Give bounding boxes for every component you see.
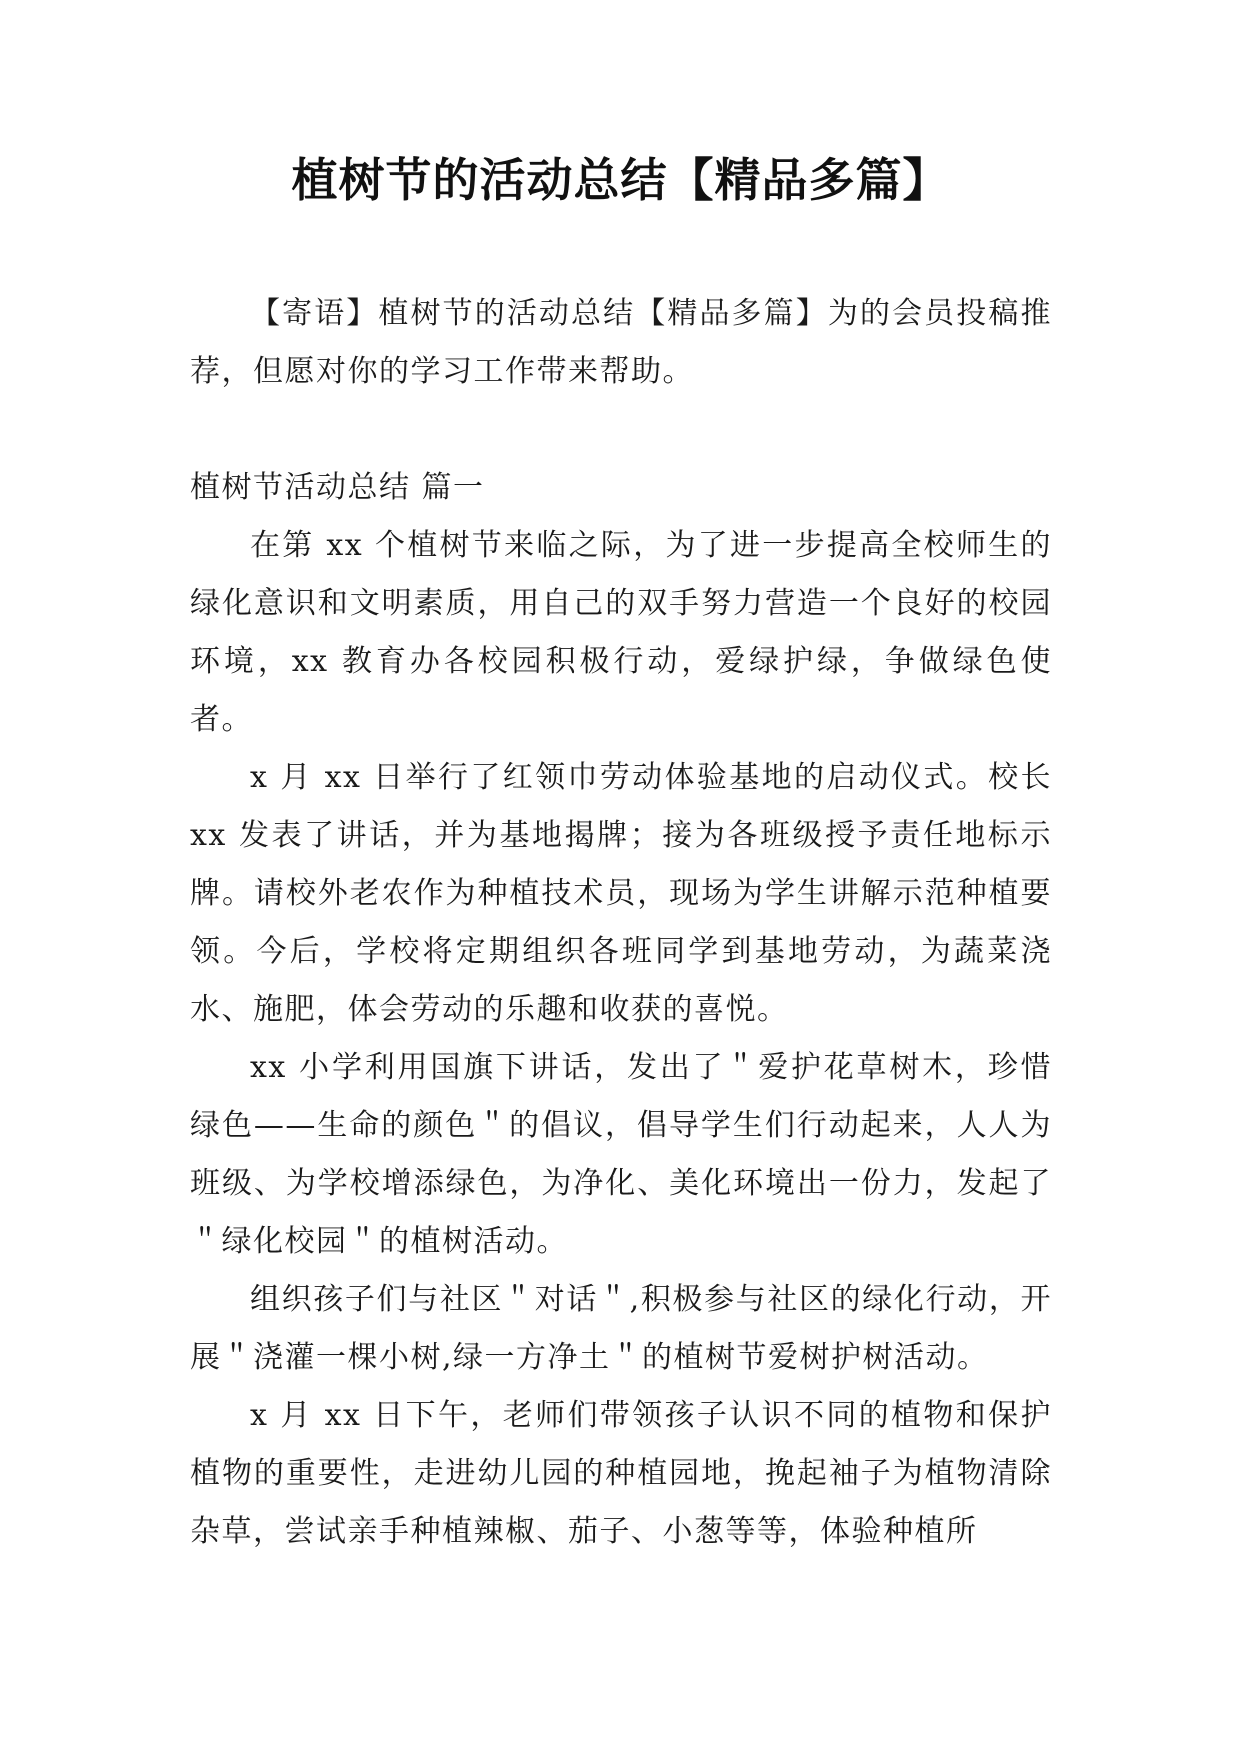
body-paragraph-3: xx 小学利用国旗下讲话，发出了＂爱护花草树木，珍惜绿色——生命的颜色＂的倡议，倡导学生们行动起来，人人为班级、为学校增添绿色，为净化、美化环境出一份力，发起了＂绿化校园＂的植树活动。: [190, 1050, 1052, 1259]
body-paragraph-1: 在第 xx 个植树节来临之际，为了进一步提高全校师生的绿化意识和文明素质，用自己的双手努力营造一个良好的校园环境，xx 教育办各校园积极行动，爱绿护绿，争做绿色使者。: [190, 528, 1052, 737]
body-paragraph-4: 组织孩子们与社区＂对话＂,积极参与社区的绿化行动，开展＂浇灌一棵小树,绿一方净土＂的植树节爱树护树活动。: [190, 1282, 1052, 1375]
document-title: 植树节的活动总结【精品多篇】: [291, 153, 950, 207]
body-paragraph-2: x 月 xx 日举行了红领巾劳动体验基地的启动仪式。校长 xx 发表了讲话，并为基地揭牌；接为各班级授予责任地标示牌。请校外老农作为种植技术员，现场为学生讲解示范种植要领。今后，学校将定期组织各班同学到基地劳动，为蔬菜浇水、施肥，体会劳动的乐趣和收获的喜悦。: [190, 760, 1052, 1027]
body-paragraph-5: x 月 xx 日下午，老师们带领孩子认识不同的植物和保护植物的重要性，走进幼儿园的种植园地，挽起袖子为植物清除杂草，尝试亲手种植辣椒、茄子、小葱等等，体验种植所: [190, 1398, 1052, 1549]
document-body: [190, 285, 1052, 1561]
intro-paragraph: 【寄语】植树节的活动总结【精品多篇】为的会员投稿推荐，但愿对你的学习工作带来帮助。: [190, 296, 1052, 389]
section-heading: 植树节活动总结 篇一: [190, 470, 485, 505]
